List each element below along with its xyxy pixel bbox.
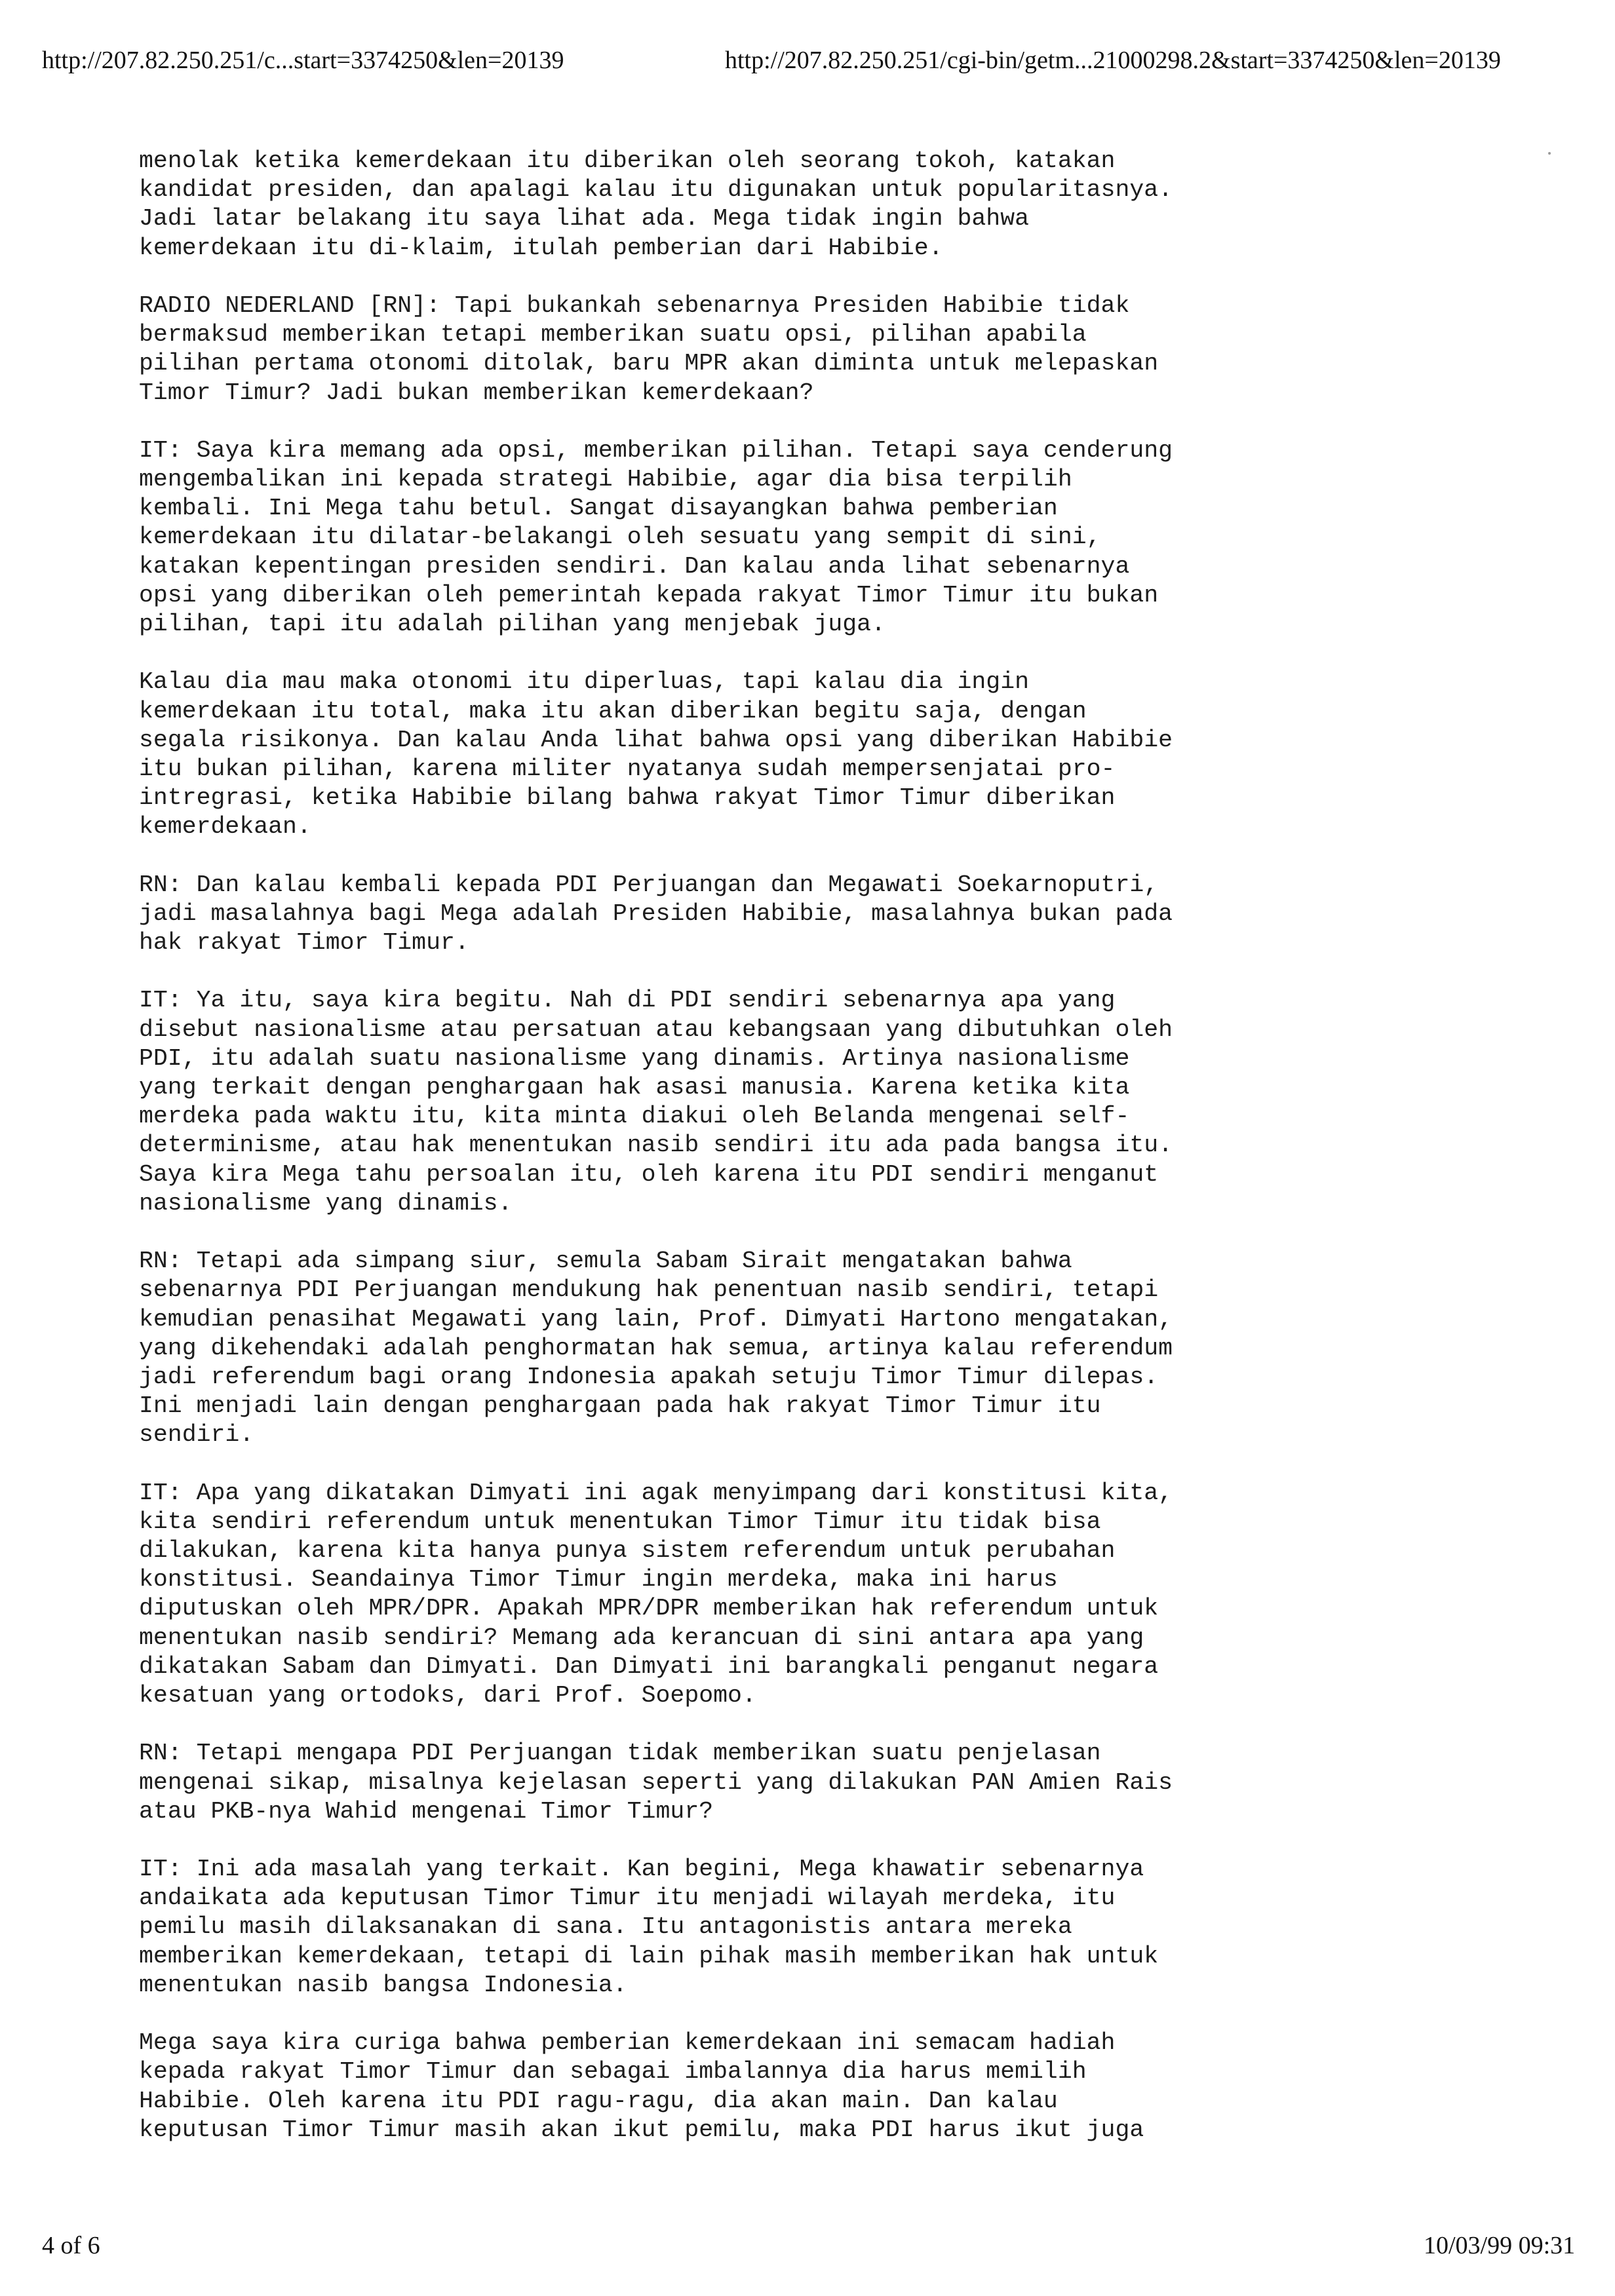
paragraph xyxy=(139,436,1515,639)
text-line: IT: Saya kira memang ada opsi, memberikan pilihan. Tetapi saya cenderung xyxy=(139,436,1173,464)
text-line: dilakukan, karena kita hanya punya sistem referendum untuk perubahan xyxy=(139,1537,1116,1564)
scan-speck xyxy=(1548,152,1551,155)
text-line: RN: Dan kalau kembali kepada PDI Perjuangan dan Megawati Soekarnoputri, xyxy=(139,871,1159,898)
text-line: Kalau dia mau maka otonomi itu diperluas, tapi kalau dia ingin xyxy=(139,668,1030,696)
text-line: nasionalisme yang dinamis. xyxy=(139,1189,513,1217)
text-line: menolak ketika kemerdekaan itu diberikan oleh seorang tokoh, katakan xyxy=(139,147,1116,174)
text-line: jadi masalahnya bagi Mega adalah Presiden Habibie, masalahnya bukan pada xyxy=(139,900,1173,927)
paragraph xyxy=(139,147,1515,263)
paragraph xyxy=(139,2029,1515,2145)
text-line: yang terkait dengan penghargaan hak asasi manusia. Karena ketika kita xyxy=(139,1074,1130,1101)
text-line: itu bukan pilihan, karena militer nyatanya sudah mempersenjatai pro- xyxy=(139,755,1116,782)
paragraph xyxy=(139,1739,1515,1826)
header-url-right: http://207.82.250.251/cgi-bin/getm...21000298.2&start=3374250&len=20139 xyxy=(725,47,1501,74)
text-line: keputusan Timor Timur masih akan ikut pemilu, maka PDI harus ikut juga xyxy=(139,2116,1144,2143)
text-line: Jadi latar belakang itu saya lihat ada. Mega tidak ingin bahwa xyxy=(139,205,1030,233)
text-line: mengenai sikap, misalnya kejelasan seperti yang dilakukan PAN Amien Rais xyxy=(139,1769,1173,1796)
text-line: konstitusi. Seandainya Timor Timur ingin merdeka, maka ini harus xyxy=(139,1566,1058,1594)
paragraph xyxy=(139,292,1515,408)
text-line: dikatakan Sabam dan Dimyati. Dan Dimyati ini barangkali penganut negara xyxy=(139,1653,1159,1680)
text-line: katakan kepentingan presiden sendiri. Dan kalau anda lihat sebenarnya xyxy=(139,552,1130,580)
text-line: Saya kira Mega tahu persoalan itu, oleh karena itu PDI sendiri menganut xyxy=(139,1160,1159,1188)
text-line: sendiri. xyxy=(139,1421,254,1449)
text-line: pilihan pertama otonomi ditolak, baru MPR akan diminta untuk melepaskan xyxy=(139,350,1159,377)
print-timestamp: 10/03/99 09:31 xyxy=(1424,2232,1576,2259)
text-line: atau PKB-nya Wahid mengenai Timor Timur? xyxy=(139,1797,714,1825)
text-line: pilihan, tapi itu adalah pilihan yang menjebak juga. xyxy=(139,611,885,638)
paragraph xyxy=(139,1247,1515,1449)
text-line: kemudian penasihat Megawati yang lain, Prof. Dimyati Hartono mengatakan, xyxy=(139,1305,1173,1333)
text-line: sebenarnya PDI Perjuangan mendukung hak penentuan nasib sendiri, tetapi xyxy=(139,1276,1159,1304)
text-line: mengembalikan ini kepada strategi Habibie, agar dia bisa terpilih xyxy=(139,466,1072,493)
text-line: RN: Tetapi ada simpang siur, semula Sabam Sirait mengatakan bahwa xyxy=(139,1248,1072,1275)
document-body xyxy=(139,147,1515,2173)
text-line: menentukan nasib bangsa Indonesia. xyxy=(139,1971,627,1999)
text-line: kandidat presiden, dan apalagi kalau itu digunakan untuk popularitasnya. xyxy=(139,176,1173,204)
text-line: intregrasi, ketika Habibie bilang bahwa rakyat Timor Timur diberikan xyxy=(139,784,1116,812)
text-line: hak rakyat Timor Timur. xyxy=(139,929,469,957)
text-line: PDI, itu adalah suatu nasionalisme yang dinamis. Artinya nasionalisme xyxy=(139,1044,1130,1072)
paragraph xyxy=(139,986,1515,1218)
text-line: kesatuan yang ortodoks, dari Prof. Soepomo. xyxy=(139,1681,756,1709)
text-line: memberikan kemerdekaan, tetapi di lain pihak masih memberikan hak untuk xyxy=(139,1942,1159,1970)
text-line: yang dikehendaki adalah penghormatan hak semua, artinya kalau referendum xyxy=(139,1334,1173,1362)
paragraph xyxy=(139,871,1515,958)
text-line: Mega saya kira curiga bahwa pemberian kemerdekaan ini semacam hadiah xyxy=(139,2029,1116,2057)
text-line: bermaksud memberikan tetapi memberikan suatu opsi, pilihan apabila xyxy=(139,321,1087,349)
text-line: IT: Ini ada masalah yang terkait. Kan begini, Mega khawatir sebenarnya xyxy=(139,1856,1144,1883)
text-line: RADIO NEDERLAND [RN]: Tapi bukankah sebenarnya Presiden Habibie tidak xyxy=(139,292,1130,319)
text-line: Timor Timur? Jadi bukan memberikan kemerdekaan? xyxy=(139,379,814,406)
text-line: IT: Apa yang dikatakan Dimyati ini agak menyimpang dari konstitusi kita, xyxy=(139,1479,1173,1506)
text-line: kemerdekaan. xyxy=(139,813,311,841)
text-line: kemerdekaan itu di-klaim, itulah pemberian dari Habibie. xyxy=(139,234,943,261)
text-line: RN: Tetapi mengapa PDI Perjuangan tidak memberikan suatu penjelasan xyxy=(139,1740,1101,1767)
text-line: kita sendiri referendum untuk menentukan Timor Timur itu tidak bisa xyxy=(139,1508,1101,1535)
text-line: kepada rakyat Timor Timur dan sebagai imbalannya dia harus memilih xyxy=(139,2058,1087,2086)
paragraph xyxy=(139,668,1515,841)
text-line: jadi referendum bagi orang Indonesia apakah setuju Timor Timur dilepas. xyxy=(139,1363,1159,1390)
text-line: diputuskan oleh MPR/DPR. Apakah MPR/DPR memberikan hak referendum untuk xyxy=(139,1595,1159,1622)
text-line: determinisme, atau hak menentukan nasib sendiri itu ada pada bangsa itu. xyxy=(139,1132,1173,1159)
text-line: segala risikonya. Dan kalau Anda lihat bahwa opsi yang diberikan Habibie xyxy=(139,726,1173,754)
text-line: Ini menjadi lain dengan penghargaan pada hak rakyat Timor Timur itu xyxy=(139,1392,1101,1420)
text-line: IT: Ya itu, saya kira begitu. Nah di PDI sendiri sebenarnya apa yang xyxy=(139,987,1116,1014)
text-line: merdeka pada waktu itu, kita minta diakui oleh Belanda mengenai self- xyxy=(139,1103,1130,1130)
text-line: Habibie. Oleh karena itu PDI ragu-ragu, dia akan main. Dan kalau xyxy=(139,2087,1058,2114)
paragraph xyxy=(139,1479,1515,1711)
text-line: menentukan nasib sendiri? Memang ada kerancuan di sini antara apa yang xyxy=(139,1624,1144,1651)
text-line: disebut nasionalisme atau persatuan atau kebangsaan yang dibutuhkan oleh xyxy=(139,1016,1173,1043)
text-line: kembali. Ini Mega tahu betul. Sangat disayangkan bahwa pemberian xyxy=(139,495,1058,522)
text-line: opsi yang diberikan oleh pemerintah kepada rakyat Timor Timur itu bukan xyxy=(139,581,1159,609)
text-line: kemerdekaan itu total, maka itu akan diberikan begitu saja, dengan xyxy=(139,697,1087,725)
header-url-left: http://207.82.250.251/c...start=3374250&len=20139 xyxy=(42,47,564,74)
paragraph xyxy=(139,1855,1515,2000)
text-line: andaikata ada keputusan Timor Timur itu menjadi wilayah merdeka, itu xyxy=(139,1885,1116,1912)
text-line: pemilu masih dilaksanakan di sana. Itu antagonistis antara mereka xyxy=(139,1913,1072,1941)
page-number: 4 of 6 xyxy=(42,2232,100,2259)
text-line: kemerdekaan itu dilatar-belakangi oleh sesuatu yang sempit di sini, xyxy=(139,524,1101,551)
